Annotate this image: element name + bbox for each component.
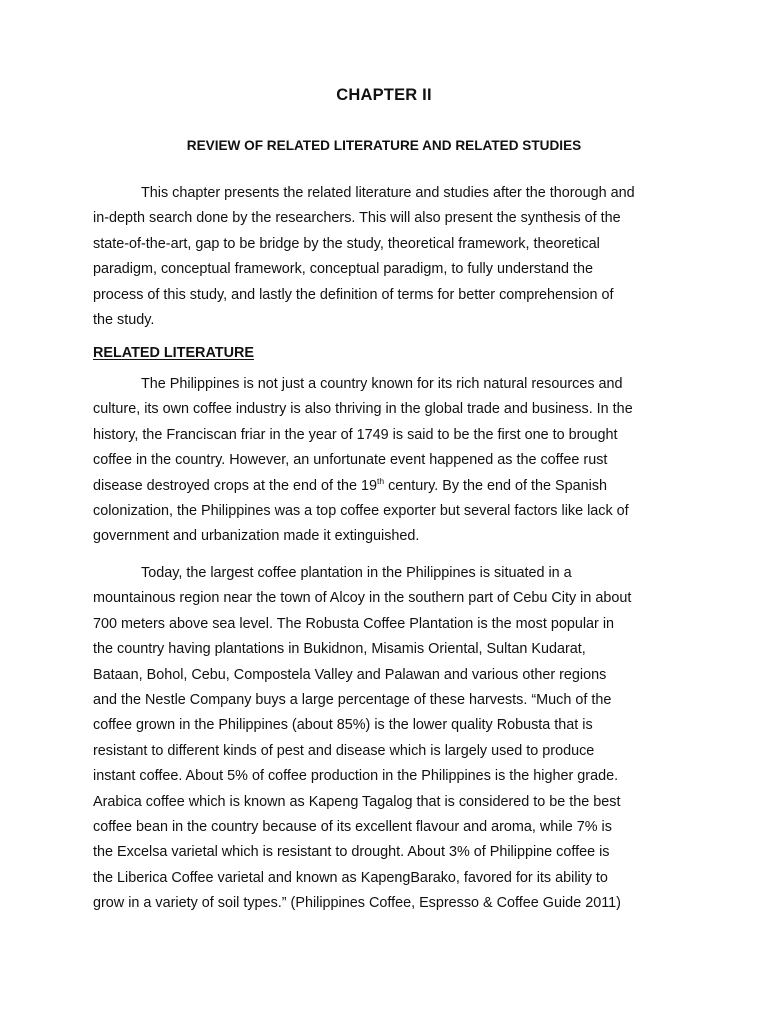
paragraph-line: The Philippines is not just a country known for its rich natural resources and — [141, 376, 623, 392]
paragraph-line: instant coffee. About 5% of coffee production in the Philippines is the higher grade. — [93, 768, 619, 785]
line-text-before-superscript: disease destroyed crops at the end of the 19 — [93, 477, 378, 494]
related-literature-heading: RELATED LITERATURE — [93, 345, 254, 361]
coffee-plantation-paragraph — [93, 561, 677, 917]
paragraph-line: colonization, the Philippines was a top coffee exporter but several factors like lack of — [93, 503, 629, 520]
ordinal-superscript: th — [377, 475, 385, 486]
paragraph-line: culture, its own coffee industry is also thriving in the global trade and business. In the — [93, 401, 633, 418]
paragraph-line: the country having plantations in Bukidnon, Misamis Oriental, Sultan Kudarat, — [93, 641, 586, 658]
paragraph-line: in-depth search done by the researchers. This will also present the synthesis of the — [93, 210, 621, 227]
paragraph-line: and the Nestle Company buys a large percentage of these harvests. “Much of the — [93, 692, 612, 709]
section-title: REVIEW OF RELATED LITERATURE AND RELATED STUDIES — [186, 138, 582, 153]
paragraph-line: Bataan, Bohol, Cebu, Compostela Valley and Palawan and various other regions — [93, 666, 607, 683]
line-text-after-superscript: century. By the end of the Spanish — [384, 477, 608, 494]
paragraph-line: the Excelsa varietal which is resistant to drought. About 3% of Philippine coffee is — [93, 844, 610, 861]
paragraph-line: resistant to different kinds of pest and disease which is largely used to produce — [93, 742, 595, 759]
paragraph-line: coffee in the country. However, an unfortunate event happened as the coffee rust — [93, 452, 608, 469]
paragraph-line: coffee grown in the Philippines (about 85%) is the lower quality Robusta that is — [93, 717, 593, 734]
paragraph-line: process of this study, and lastly the definition of terms for better comprehension of — [93, 286, 614, 303]
paragraph-line: 700 meters above sea level. The Robusta Coffee Plantation is the most popular in — [93, 615, 615, 632]
paragraph-line: Today, the largest coffee plantation in the Philippines is situated in a — [141, 565, 572, 581]
paragraph-line: history, the Franciscan friar in the year of 1749 is said to be the first one to brought — [93, 426, 618, 443]
chapter-title: CHAPTER II — [336, 86, 432, 104]
paragraph-line: grow in a variety of soil types.” (Philippines Coffee, Espresso & Coffee Guide 2011) — [93, 895, 621, 912]
paragraph-line: the Liberica Coffee varietal and known as KapengBarako, favored for its ability to — [93, 869, 608, 886]
paragraph-line — [93, 474, 677, 499]
paragraph-line: mountainous region near the town of Alcoy in the southern part of Cebu City in about — [93, 590, 632, 607]
paragraph-line: coffee bean in the country because of its excellent flavour and aroma, while 7% is — [93, 819, 612, 836]
intro-paragraph — [93, 181, 677, 333]
paragraph-line: Arabica coffee which is known as Kapeng Tagalog that is considered to be the best — [93, 793, 621, 810]
paragraph-line: the study. — [93, 312, 155, 329]
paragraph-line: government and urbanization made it extinguished. — [93, 528, 420, 545]
philippines-coffee-history-paragraph — [93, 372, 677, 550]
paragraph-line: This chapter presents the related literature and studies after the thorough and — [141, 185, 635, 201]
paragraph-line: state-of-the-art, gap to be bridge by the study, theoretical framework, theoretical — [93, 235, 600, 252]
paragraph-line: paradigm, conceptual framework, conceptual paradigm, to fully understand the — [93, 261, 593, 278]
